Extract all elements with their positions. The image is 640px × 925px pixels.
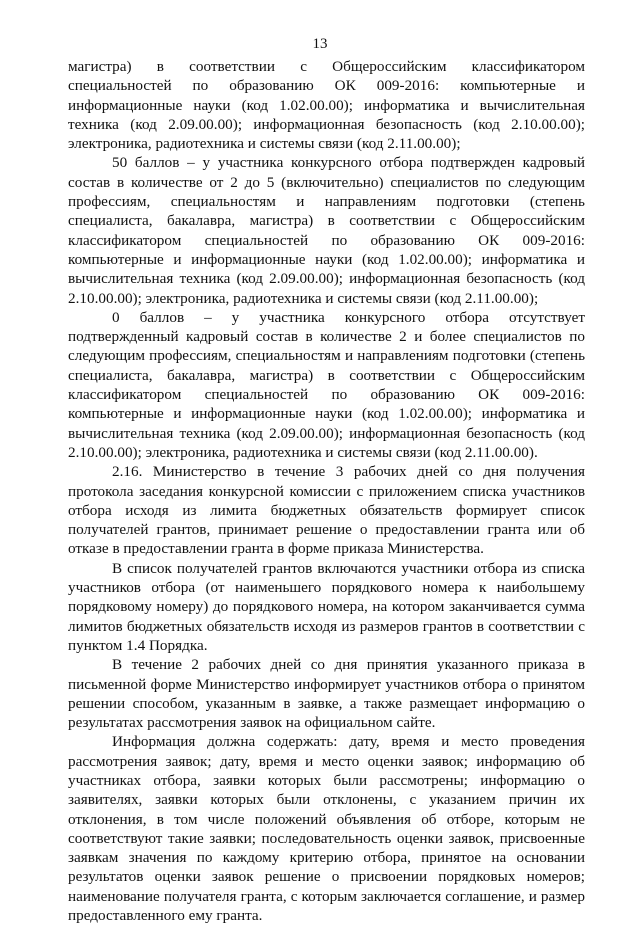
page-number: 13	[312, 36, 328, 52]
paragraph-50-points: 50 баллов – у участника конкурсного отбора подтвержден кадровый состав в количестве от 2 до 5 (включительно) специалистов по следующим профессиям, специальностям и направлениям подготовки (степень специалиста, бакалавра, магистра) в соответствии с Общероссийским классификатором специальностей по образованию ОК 009-2016: компьютерные и информационные науки (код 1.02.00.00); информатика и вычислительная техника (код 2.09.00.00); информационная безопасность (код 2.10.00.00); электроника, радиотехника и системы связи (код 2.11.00.00);	[68, 154, 585, 307]
paragraph-2-16: 2.16. Министерство в течение 3 рабочих дней со дня получения протокола заседания конкурсной комиссии с приложением списка участников отбора исходя из лимита бюджетных обязательств формирует список получателей грантов, принимает решение о предоставлении гранта или об отказе в предоставлении гранта в форме приказа Министерства.	[68, 463, 585, 558]
paragraph-0-points: 0 баллов – у участника конкурсного отбора отсутствует подтвержденный кадровый состав в количестве 2 и более специалистов по следующим профессиям, специальностям и направлениям подготовки (степень специалиста, бакалавра, магистра) в соответствии с Общероссийским классификатором специальностей по образованию ОК 009-2016: компьютерные и информационные науки (код 1.02.00.00); информатика и вычислительная техника (код 2.09.00.00); информационная безопасность (код 2.10.00.00); электроника, радиотехника и системы связи (код 2.11.00.00).	[68, 308, 585, 461]
paragraph-continuation: магистра) в соответствии с Общероссийским классификатором специальностей по образованию ОК 009-2016: компьютерные и информационные науки (код 1.02.00.00); информатика и вычислительная техника (код 2.09.00.00); информационная безопасность (код 2.10.00.00); электроника, радиотехника и системы связи (код 2.11.00.00);	[68, 58, 585, 153]
document-body	[68, 57, 585, 925]
paragraph-information-contents: Информация должна содержать: дату, время и место проведения рассмотрения заявок; дату, время и место оценки заявок; информацию об участниках отбора, заявки которых были рассмотрены; информацию о заявителях, заявки которых были отклонены, с указанием причин их отклонения, в том числе положений объявления об отборе, которым не соответствуют такие заявки; последовательность оценки заявок, присвоенные заявкам значения по каждому критерию отбора, принятое на основании результатов оценки заявок решение о присвоении порядковых номеров; наименование получателя гранта, с которым заключается соглашение, и размер предоставленного ему гранта.	[68, 733, 585, 925]
paragraph-notification: В течение 2 рабочих дней со дня принятия указанного приказа в письменной форме Министерство информирует участников отбора о принятом решении способом, указанным в заявке, а также размещает информацию о результатах рассмотрения заявок на официальном сайте.	[68, 656, 585, 732]
paragraph-grant-list: В список получателей грантов включаются участники отбора из списка участников отбора (от наименьшего порядкового номера к наибольшему порядковому номеру) до порядкового номера, на котором заканчивается сумма лимитов бюджетных обязательств исходя из размеров грантов в соответствии с пунктом 1.4 Порядка.	[68, 559, 585, 654]
